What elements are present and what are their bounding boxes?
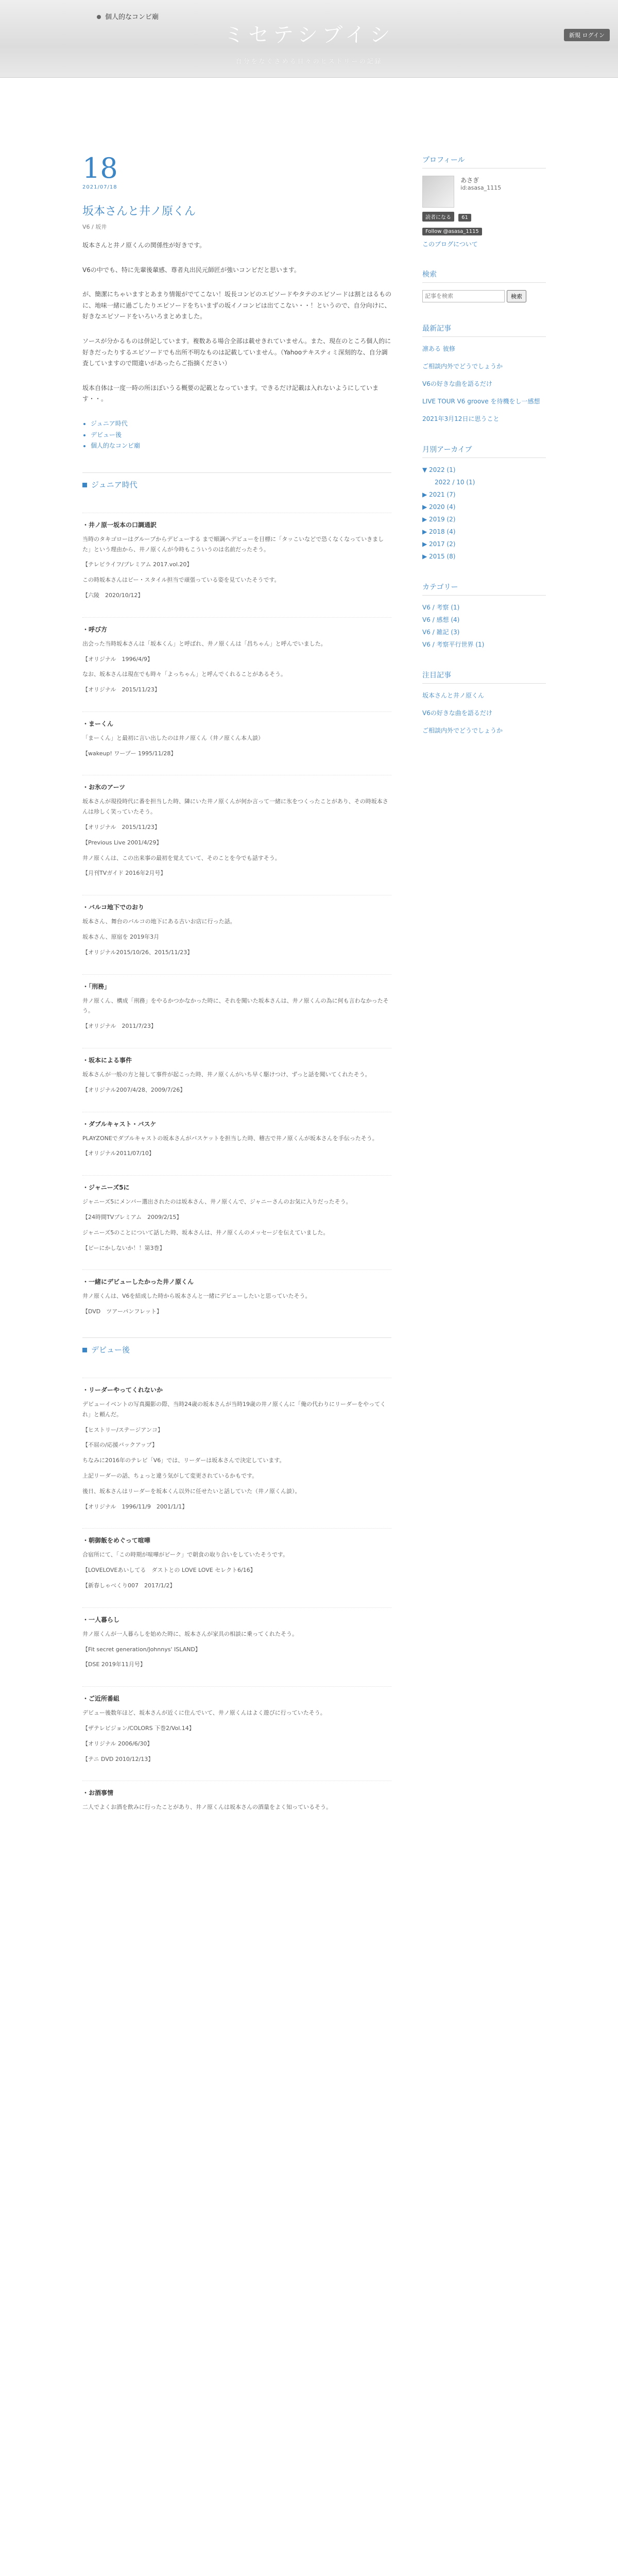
table-of-contents <box>82 418 391 452</box>
profile-heading: プロフィール <box>422 155 546 168</box>
toc-item[interactable]: • ジュニア時代 <box>91 418 391 430</box>
subsection-line: 【月刊TVガイド 2016年2月号】 <box>82 870 166 877</box>
category-link[interactable]: V6 / 雑記 (3) <box>422 629 460 636</box>
subsection-line: 【テニ DVD 2010/12/13】 <box>82 1755 154 1762</box>
popular-entry-link[interactable]: ご相談内外でどうでしょうか <box>422 727 503 734</box>
category-link[interactable]: V6 / 感想 (4) <box>422 616 460 623</box>
subsection-line: 当時のタキゴローはグループからデビューする まで順調へデビューを目標に「タッこいなどで恐くなくなっていきました」という理由から、井ノ原くんが今時もこういうのは名前だったそう。 <box>82 535 384 553</box>
subsection-line: 【Fit secret generation/Johnnys' ISLAND】 <box>82 1646 201 1653</box>
section-heading <box>82 472 391 496</box>
subsection-line: この時坂本さんはビー・スタイル担当で頑張っている姿を見ていたそうです。 <box>82 577 280 584</box>
subsection-line: 【テレビライフ/プレミアム 2017.vol.20】 <box>82 561 193 568</box>
archive-year[interactable]: ▶ 2015 (8) <box>422 553 456 560</box>
subsection-line: 【ビーにかしないか！！第3巻】 <box>82 1244 165 1251</box>
popular-heading: 注目記事 <box>422 670 546 684</box>
subsection-line: 「まーくん」と最初に言い出したのは井ノ原くん（井ノ原くん本人談） <box>82 734 264 741</box>
archive-heading: 月別アーカイブ <box>422 444 546 458</box>
section-heading-text: ジュニア時代 <box>91 480 138 489</box>
subsection-title: ・ダブルキャスト・バスケ <box>82 1112 391 1128</box>
subsection-title: ・呼び方 <box>82 617 391 634</box>
search-module <box>422 269 546 302</box>
popular-entry-link[interactable]: 坂本さんと井ノ原くん <box>422 692 485 699</box>
subsection-line: 井ノ原くんが一人暮らしを始めた時に、坂本さんが家具の相談に乗ってくれたそう。 <box>82 1630 298 1637</box>
search-input[interactable] <box>422 290 505 302</box>
recent-heading: 最新記事 <box>422 323 546 337</box>
section-heading <box>82 1337 391 1361</box>
subsection-line: 【オリジナル2007/4/28、2009/7/26】 <box>82 1086 186 1093</box>
entry-title[interactable]: 坂本さんと井ノ原くん <box>82 205 196 218</box>
subsection-line: 【wakeup! ワープー 1995/11/28】 <box>82 750 177 757</box>
search-button[interactable]: 検索 <box>507 290 526 302</box>
main-column <box>82 152 392 1818</box>
subsection-title: ・「刑務」 <box>82 974 391 991</box>
square-bullet-icon <box>82 483 87 487</box>
archive-module <box>422 444 546 561</box>
twitter-follow-button[interactable]: Follow @asasa_1115 <box>422 228 482 235</box>
subsection-title: ・一緒にデビューしたかった井ノ原くん <box>82 1269 391 1286</box>
subsection-line: デビューイベントの写真撮影の際、当時24歳の坂本さんが当時19歳の井ノ原くんに「俺の代わりにリーダーをやってくれ」と頼んだ。 <box>82 1401 386 1418</box>
subsection-title: ・お酒事情 <box>82 1781 391 1797</box>
subsection-line: なお、坂本さんは現在でも時々「よっちゃん」と呼んでくれることがあるそう。 <box>82 671 286 678</box>
toc-item[interactable]: • デビュー後 <box>91 430 391 441</box>
category-module <box>422 582 546 649</box>
login-button[interactable]: 新規 ログイン <box>564 29 610 41</box>
entry-category[interactable]: V6 / 坂井 <box>82 224 107 230</box>
entry-date-sub: 2021/07/18 <box>82 184 117 190</box>
subsection-line: 【オリジナル2015/10/26、2015/11/23】 <box>82 948 193 956</box>
avatar[interactable] <box>422 176 454 208</box>
category-link[interactable]: V6 / 考察 (1) <box>422 604 460 611</box>
recent-entry-link[interactable]: 凛ある 彼修 <box>422 345 455 352</box>
subsection-line: PLAYZONEでダブルキャストの坂本さんがバスケットを担当した時、稽古で井ノ原くんが坂本さんを手伝ったそう。 <box>82 1134 378 1142</box>
subsection-line: 【不屈の/応援バックアップ】 <box>82 1442 158 1449</box>
subsection-title: ・リーダーやってくれないか <box>82 1378 391 1394</box>
subsection-line: ちなみに2016年のテレビ「V6」では、リーダーは坂本さんで決定しています。 <box>82 1457 285 1464</box>
subsection-line: 【DVD ツアーパンフレット】 <box>82 1308 162 1315</box>
subsection-line: 坂本さん、原宿を 2019年3月 <box>82 934 160 941</box>
subsection-line: 【LOVELOVEあいしてる ダストとの LOVE LOVE セレクト6/16】 <box>82 1567 256 1574</box>
archive-year[interactable]: ▶ 2021 (7) <box>422 491 456 498</box>
search-heading: 検索 <box>422 269 546 283</box>
subsection-line: 合宿所にて、「この時期が喧嘩がピーク」で朝食の取り合いをしていたそうです。 <box>82 1551 288 1558</box>
subsection-line: 【六陵 2020/10/12】 <box>82 591 144 599</box>
recent-entry-link[interactable]: V6の好きな曲を語るだけ <box>422 380 492 387</box>
subsection-line: デビュー後数年ほど、坂本さんが近くに住んでいて、井ノ原くんはよく遊びに行っていたそう。 <box>82 1709 326 1717</box>
subsection-line: 坂本さんが現役時代に番を担当した時、隣にいた井ノ原くんが何か言って一緒に氷をつくったことがあり、その時坂本さんは珍しく笑っていたそう。 <box>82 798 388 816</box>
subsection-line: 【オリジナル 2015/11/23】 <box>82 824 160 831</box>
header-bar <box>0 0 618 78</box>
entry-date-day: 18 <box>82 152 118 184</box>
archive-year[interactable]: ▶ 2018 (4) <box>422 528 456 535</box>
top-nav-link[interactable]: 個人的なコンビ廟 <box>97 11 159 21</box>
subsection-title: ・朝御飯をめぐって喧嘩 <box>82 1528 391 1545</box>
archive-month[interactable]: 2022 / 10 (1) <box>435 479 475 486</box>
sidebar <box>422 155 546 756</box>
recent-entry-link[interactable]: LIVE TOUR V6 groove を待機をし一感想 <box>422 398 540 405</box>
intro-paragraph: 坂本さんと井ノ原くんの関係性が好きです。 <box>82 242 206 249</box>
subsection-line: 【Previous Live 2001/4/29】 <box>82 839 162 846</box>
archive-year[interactable]: ▼ 2022 (1) <box>422 466 456 473</box>
section-heading-text: デビュー後 <box>91 1345 130 1355</box>
archive-year[interactable]: ▶ 2019 (2) <box>422 516 456 523</box>
subsection-line: 井ノ原くんは、この出来事の最初を覚えていて、そのことを今でも話すそう。 <box>82 854 281 861</box>
reader-button[interactable]: 読者になる <box>422 212 454 222</box>
popular-entry-link[interactable]: V6の好きな曲を語るだけ <box>422 709 492 717</box>
subsection-line: 【オリジナル 2015/11/23】 <box>82 686 160 693</box>
entry-sections <box>82 472 391 1812</box>
recent-entry-link[interactable]: ご相談内外でどうでしょうか <box>422 363 503 370</box>
subsection-line: 【オリジナル 2006/6/30】 <box>82 1740 153 1747</box>
subsection-line: 【ヒストリー/ステージアンコ】 <box>82 1426 163 1433</box>
reader-count: 61 <box>458 214 471 222</box>
profile-module <box>422 155 546 248</box>
profile-id[interactable]: id:asasa_1115 <box>460 184 502 191</box>
archive-year[interactable]: ▶ 2020 (4) <box>422 503 456 511</box>
subsection-line: 出会った当時坂本さんは「坂本くん」と呼ばれ、井ノ原くんは「昌ちゃん」と呼んでいました。 <box>82 640 327 647</box>
subsection-line: 【オリジナル 1996/4/9】 <box>82 655 153 663</box>
subsection-line: 坂本さん、舞台のバルコの地下にある古いお店に行った話。 <box>82 918 236 925</box>
square-bullet-icon <box>82 1348 87 1352</box>
subsection-title: ・バルコ地下でのおり <box>82 895 391 911</box>
subsection-line: 【オリジナル2011/07/10】 <box>82 1150 154 1157</box>
intro-paragraph: が、簡潔にちゃいますとあまり情報がでてこない！坂長コンビのエピソードやタテのエピソードは割とはるものに、地味一緒に過ごしたりエピソードをちいまずの坂イノコンビは出てこない・・！というので、自分向けに、好きなエピソードをいろいろまとめました。 <box>82 291 392 320</box>
intro-paragraph: V6の中でも、特に先輩後輩感、尊者丸出民元師匠が強いコンビだと思います。 <box>82 266 300 274</box>
subsection-line: 【24時間TVプレミアム 2009/2/15】 <box>82 1214 182 1221</box>
site-description: 自分をなぐさめる日々のヒストリーの記録 <box>235 58 383 65</box>
subsection-line: 二人でよくお酒を飲みに行ったことがあり、井ノ原くんは坂本さんの酒量をよく知っているそう。 <box>82 1804 332 1811</box>
subsection-line: 【新春しゃべくり007 2017/1/2】 <box>82 1582 176 1589</box>
subsection-line: ジャニーズ5のことについて話した時、坂本さんは、井ノ原くんのメッセージを伝えていました。 <box>82 1229 329 1236</box>
subsection-title: ・まーくん <box>82 711 391 728</box>
toc-item[interactable]: • 個人的なコンビ廟 <box>91 440 391 452</box>
subsection-line: 【オリジナル 2011/7/23】 <box>82 1023 157 1030</box>
archive-year[interactable]: ▶ 2017 (2) <box>422 540 456 548</box>
profile-name[interactable]: あさぎ <box>460 177 479 184</box>
subsection-line: 【DSE 2019年11月号】 <box>82 1661 146 1668</box>
subsection-title: ・坂本による事件 <box>82 1048 391 1064</box>
subsection-title: ・井ノ原一坂本の口調通訳 <box>82 513 391 529</box>
profile-name-block <box>460 176 501 191</box>
recent-entry-link[interactable]: 2021年3月12日に思うこと <box>422 415 500 422</box>
subsection-title: ・ジャニーズ5に <box>82 1175 391 1192</box>
category-heading: カテゴリー <box>422 582 546 596</box>
site-title[interactable]: ミセテシブイシ <box>224 23 394 47</box>
popular-module <box>422 670 546 735</box>
subsection-line: ジャニーズ5にメンバー選出されたのは坂本さん、井ノ原くんで、ジャニーさんのお気に入りだったそう。 <box>82 1198 352 1206</box>
subsection-line: 井ノ原くん、構成「刑務」をやるかつかなかった時に、それを聞いた坂本さんは、井ノ原くんの為に何も言わなかったそう。 <box>82 997 389 1014</box>
subsection-line: 井ノ原くんは、V6を結成した時から坂本さんと一緒にデビューしたいと思っていたそう。 <box>82 1293 311 1300</box>
intro-paragraph: ソースが分かるものは併記しています。複数ある場合全部は載せきれていません。また、現在のところ個人的に好きだったりするエピソードでも出所不明なものは記載していません。（Yahooテキスティミ深刻的な、自分調査していますので間違いがあったらご指摘ください） <box>82 337 391 367</box>
subsection-line: 【ザテレビジョン/COLORS 下巻2/Vol.14】 <box>82 1724 195 1732</box>
subsection-line: 後日、坂本さんはリーダーを坂本くん以外に任せたいと話していた（井ノ原くん談）。 <box>82 1487 301 1495</box>
intro-paragraph: 坂本自体は一度一時の所ほぼいうる概要の記載となっています。できるだけ記載は入れないようにしています・・。 <box>82 384 379 403</box>
subsection-title: ・お氷のアーツ <box>82 775 391 791</box>
subsection-line: 坂本さんが一般の方と接して事件が起こった時、井ノ原くんがいち早く駆けつけ、ずっと話を聞いてくれたそう。 <box>82 1071 371 1078</box>
subsection-line: 【オリジナル 1996/11/9 2001/1/1】 <box>82 1503 188 1510</box>
about-blog-link[interactable]: このブログについて <box>422 241 478 248</box>
category-link[interactable]: V6 / 考察平行世界 (1) <box>422 641 485 648</box>
subsection-title: ・一人暮らし <box>82 1607 391 1624</box>
recent-module <box>422 323 546 423</box>
subsection-line: 上記リーダーの話、ちょっと違う気がして変更されているかもです。 <box>82 1472 258 1479</box>
subsection-title: ・ご近所番組 <box>82 1686 391 1703</box>
